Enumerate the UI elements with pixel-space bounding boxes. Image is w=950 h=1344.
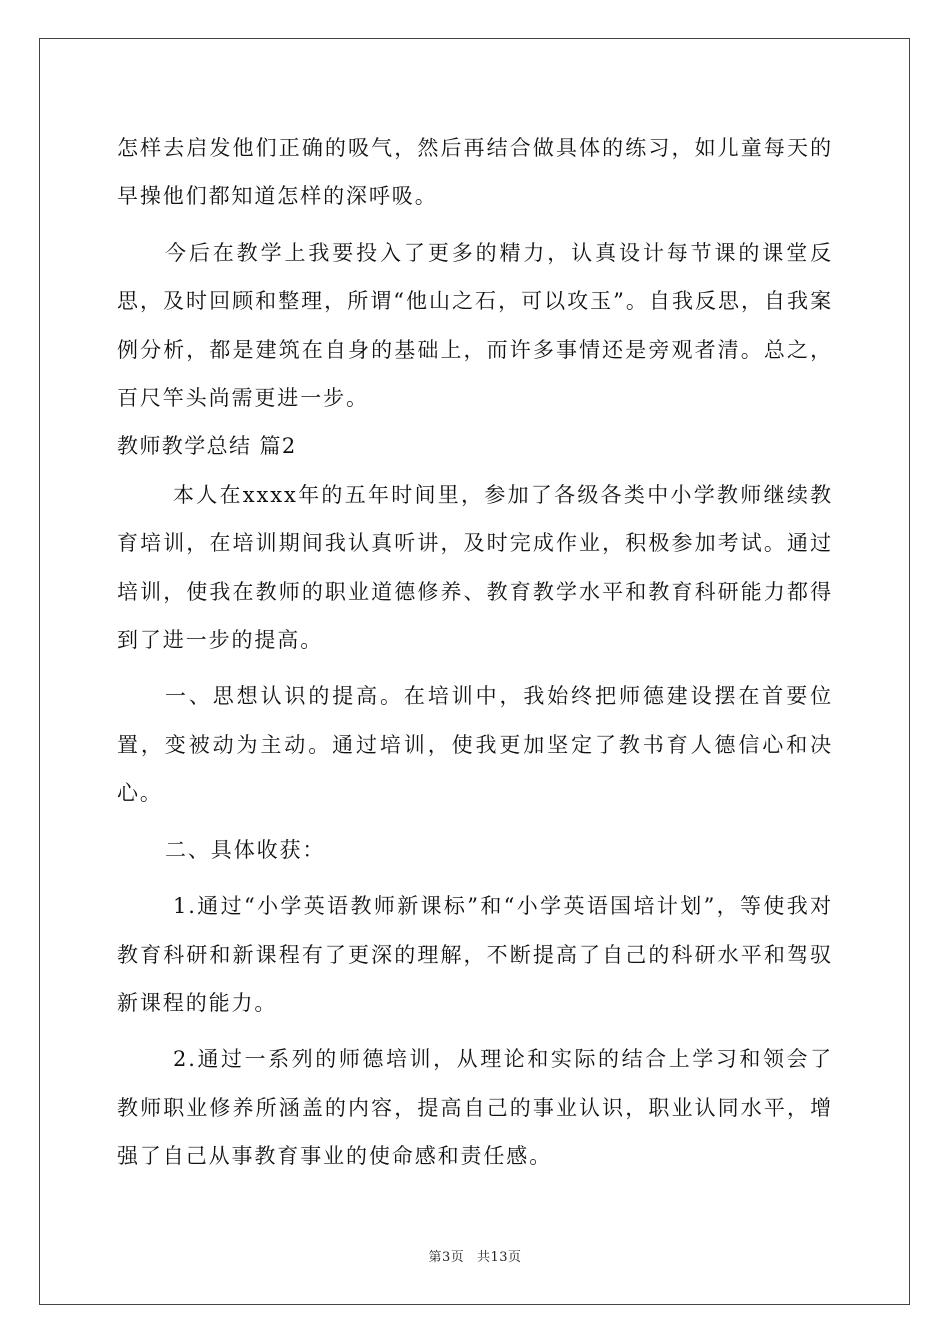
paragraph-thinking: 一、思想认识的提高。在培训中，我始终把师德建设摆在首要位置，变被动为主动。通过培训，使我更加坚定了教书育人德信心和决心。	[117, 684, 833, 806]
page-footer	[0, 1246, 950, 1265]
paragraph-gap	[117, 664, 833, 672]
section-heading: 教师教学总结 篇2	[117, 434, 297, 459]
paragraph-gap	[117, 1027, 833, 1035]
paragraph-gain-2: 2.通过一系列的师德培训，从理论和实际的结合上学习和领会了教师职业修养所涵盖的内容，提高自己的事业认识，职业认同水平，增强了自己从事教育事业的使命感和责任感。	[117, 1047, 833, 1169]
paragraph-gap	[117, 874, 833, 882]
paragraph-gains-heading: 二、具体收获：	[165, 837, 326, 862]
page-number-total: 共13页	[476, 1250, 522, 1265]
paragraph-training-intro: 本人在xxxx年的五年时间里，参加了各级各类中小学教师继续教育培训，在培训期间我认真听讲，及时完成作业，积极参加考试。通过培训，使我在教师的职业道德修养、教育教学水平和教育科研能力都得到了进一步的提高。	[117, 482, 833, 653]
page-number-current: 第3页	[428, 1250, 465, 1265]
paragraph-reflection: 今后在教学上我要投入了更多的精力，认真设计每节课的课堂反思，及时回顾和整理，所谓“他山之石，可以攻玉”。自我反思，自我案例分析，都是建筑在自身的基础上，而许多事情还是旁观者清。总之，百尺竿头尚需更进一步。	[117, 240, 833, 411]
document-body	[117, 124, 833, 1181]
paragraph-continuation: 怎样去启发他们正确的吸气，然后再结合做具体的练习，如儿童每天的早操他们都知道怎样的深呼吸。	[117, 136, 833, 209]
paragraph-gap	[117, 221, 833, 229]
paragraph-gap	[117, 818, 833, 826]
paragraph-gain-1: 1.通过“小学英语教师新课标”和“小学英语国培计划”，等使我对教育科研和新课程有了更深的理解，不断提高了自己的科研水平和驾驭新课程的能力。	[117, 894, 833, 1015]
